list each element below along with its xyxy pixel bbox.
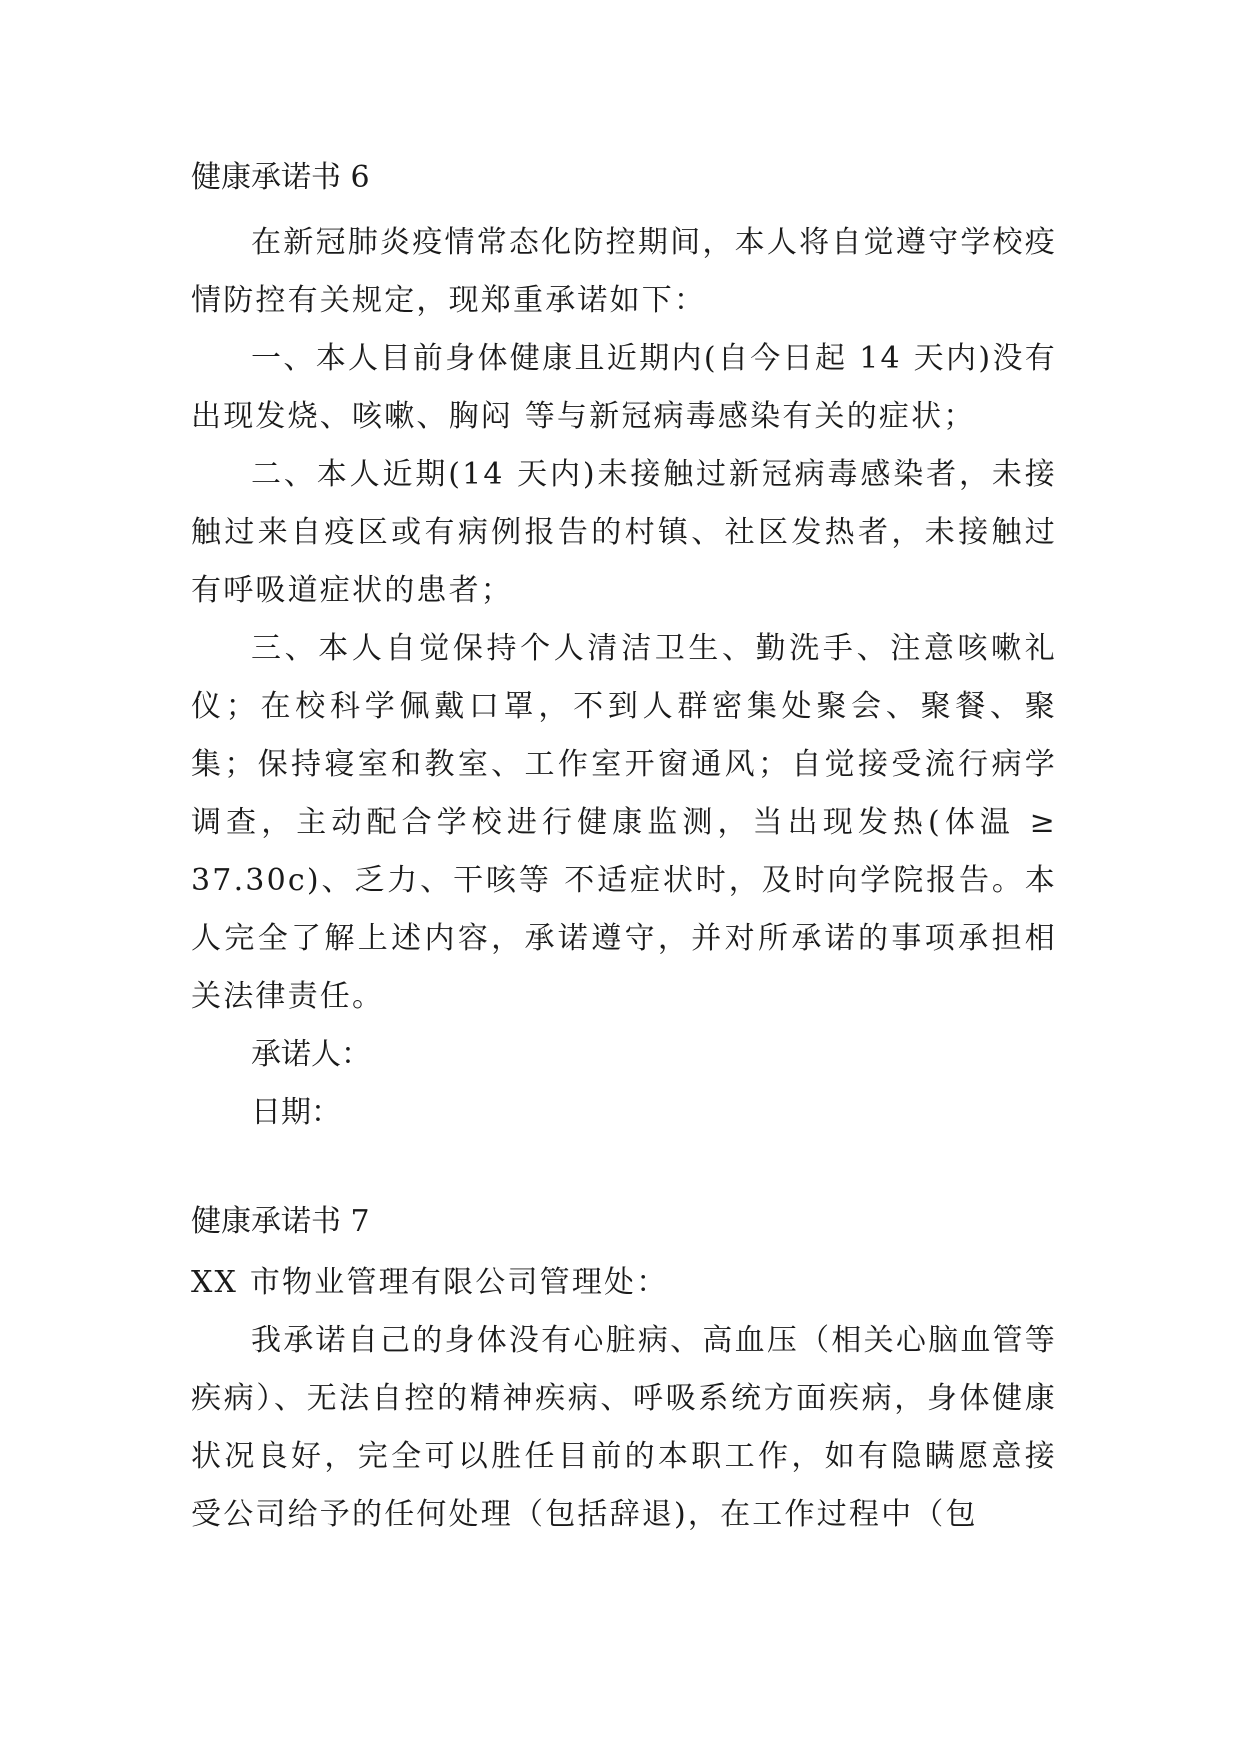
document-page [191,158,1057,1544]
section6-item-2: 二、本人近期(14 天内)未接触过新冠病毒感染者，未接触过来自疫区或有病例报告的村镇、社区发热者，未接触过有呼吸道症状的患者； [191,457,1057,608]
section6-item-3: 三、本人自觉保持个人清洁卫生、勤洗手、注意咳嗽礼仪；在校科学佩戴口罩，不到人群密集处聚会、聚餐、聚集；保持寝室和教室、工作室开窗通风；自觉接受流行病学调查，主动配合学校进行健康监测，当出现发热(体温 ≥ 37.30c)、乏力、干咳等 不适症状时，及时向学院报告。本人完全了解上述内容，承诺遵守，并对所承诺的事项承担相关法律责任。 [191,631,1057,1014]
date-label: 日期： [251,1095,341,1130]
section7-title: 健康承诺书 7 [191,1204,370,1239]
section7-addressee: XX 市物业管理有限公司管理处： [191,1265,669,1300]
section6-intro: 在新冠肺炎疫情常态化防控期间，本人将自觉遵守学校疫情防控有关规定，现郑重承诺如下： [191,225,1057,318]
section6-item-1: 一、本人目前身体健康且近期内(自今日起 14 天内)没有出现发烧、咳嗽、胸闷 等与新冠病毒感染有关的症状； [191,341,1057,434]
section7-body: 我承诺自己的身体没有心脏病、高血压（相关心脑血管等疾病）、无法自控的精神疾病、呼吸系统方面疾病，身体健康状况良好，完全可以胜任目前的本职工作，如有隐瞒愿意接受公司给予的任何处理（包括辞退)，在工作过程中（包 [191,1323,1057,1532]
section6-title: 健康承诺书 6 [191,160,370,195]
signer-label: 承诺人： [251,1037,371,1072]
